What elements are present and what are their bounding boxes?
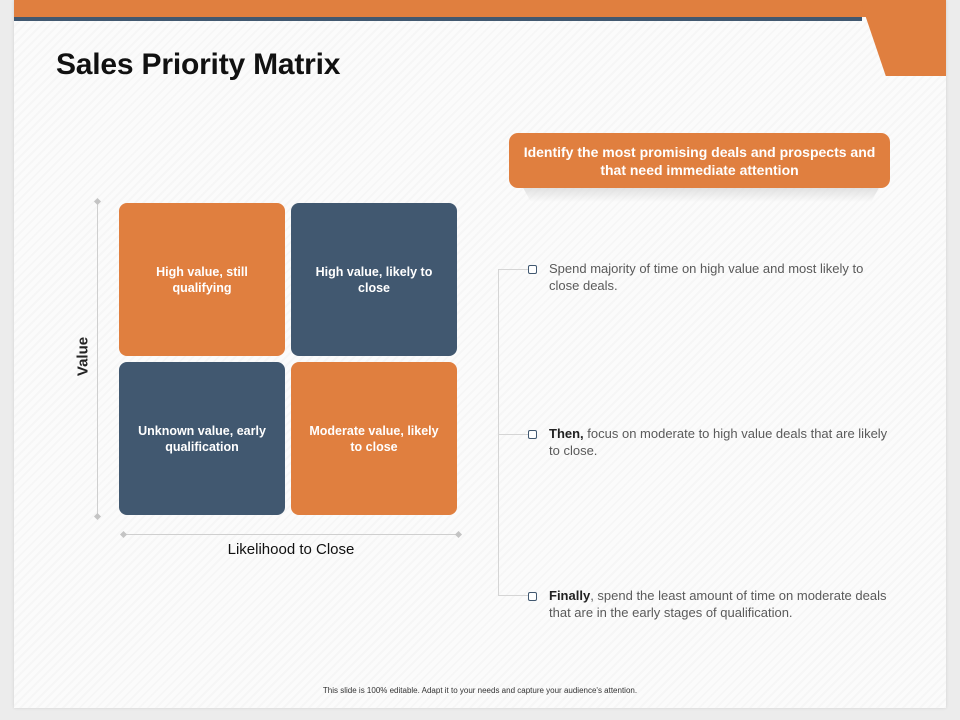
step-item-1 — [549, 261, 894, 294]
step-text: , spend the least amount of time on moderate deals that are in the early stages of qualification. — [549, 588, 887, 620]
y-axis-label: Value — [74, 336, 92, 377]
callout-box: Identify the most promising deals and prospects and that need immediate attention — [509, 133, 890, 188]
top-navy-stripe — [14, 17, 862, 21]
step-bullet-icon — [528, 265, 537, 274]
matrix-cell-moderate-value-likely-to-close: Moderate value, likely to close — [291, 362, 457, 515]
steps-bracket-line — [498, 269, 499, 595]
matrix-cell-unknown-value-early-qualification: Unknown value, early qualification — [119, 362, 285, 515]
steps-bracket-tick — [498, 434, 528, 435]
step-text: focus on moderate to high value deals that are likely to close. — [549, 426, 888, 458]
x-axis-line — [123, 534, 459, 535]
matrix-cell-high-value-still-qualifying: High value, still qualifying — [119, 203, 285, 356]
step-lead: Finally — [549, 588, 591, 603]
step-bullet-icon — [528, 430, 537, 439]
matrix-cell-high-value-likely-to-close: High value, likely to close — [291, 203, 457, 356]
steps-bracket-tick — [498, 595, 528, 596]
footer-note: This slide is 100% editable. Adapt it to your needs and capture your audience's attention. — [322, 686, 638, 695]
y-axis-bottom-dot — [94, 513, 101, 520]
top-orange-band — [14, 0, 946, 17]
step-item-2 — [549, 426, 894, 459]
step-text: Spend majority of time on high value and most likely to close deals. — [549, 261, 864, 293]
slide — [14, 0, 946, 708]
x-axis-label: Likelihood to Close — [227, 541, 355, 558]
x-axis-left-dot — [120, 531, 127, 538]
corner-tab-decoration — [860, 0, 946, 76]
y-axis-top-dot — [94, 198, 101, 205]
step-item-3 — [549, 588, 894, 621]
step-bullet-icon — [528, 592, 537, 601]
y-axis-line — [97, 201, 98, 517]
page-title: Sales Priority Matrix — [56, 48, 341, 81]
step-lead: Then, — [549, 426, 584, 441]
steps-bracket-tick — [498, 269, 528, 270]
x-axis-right-dot — [455, 531, 462, 538]
